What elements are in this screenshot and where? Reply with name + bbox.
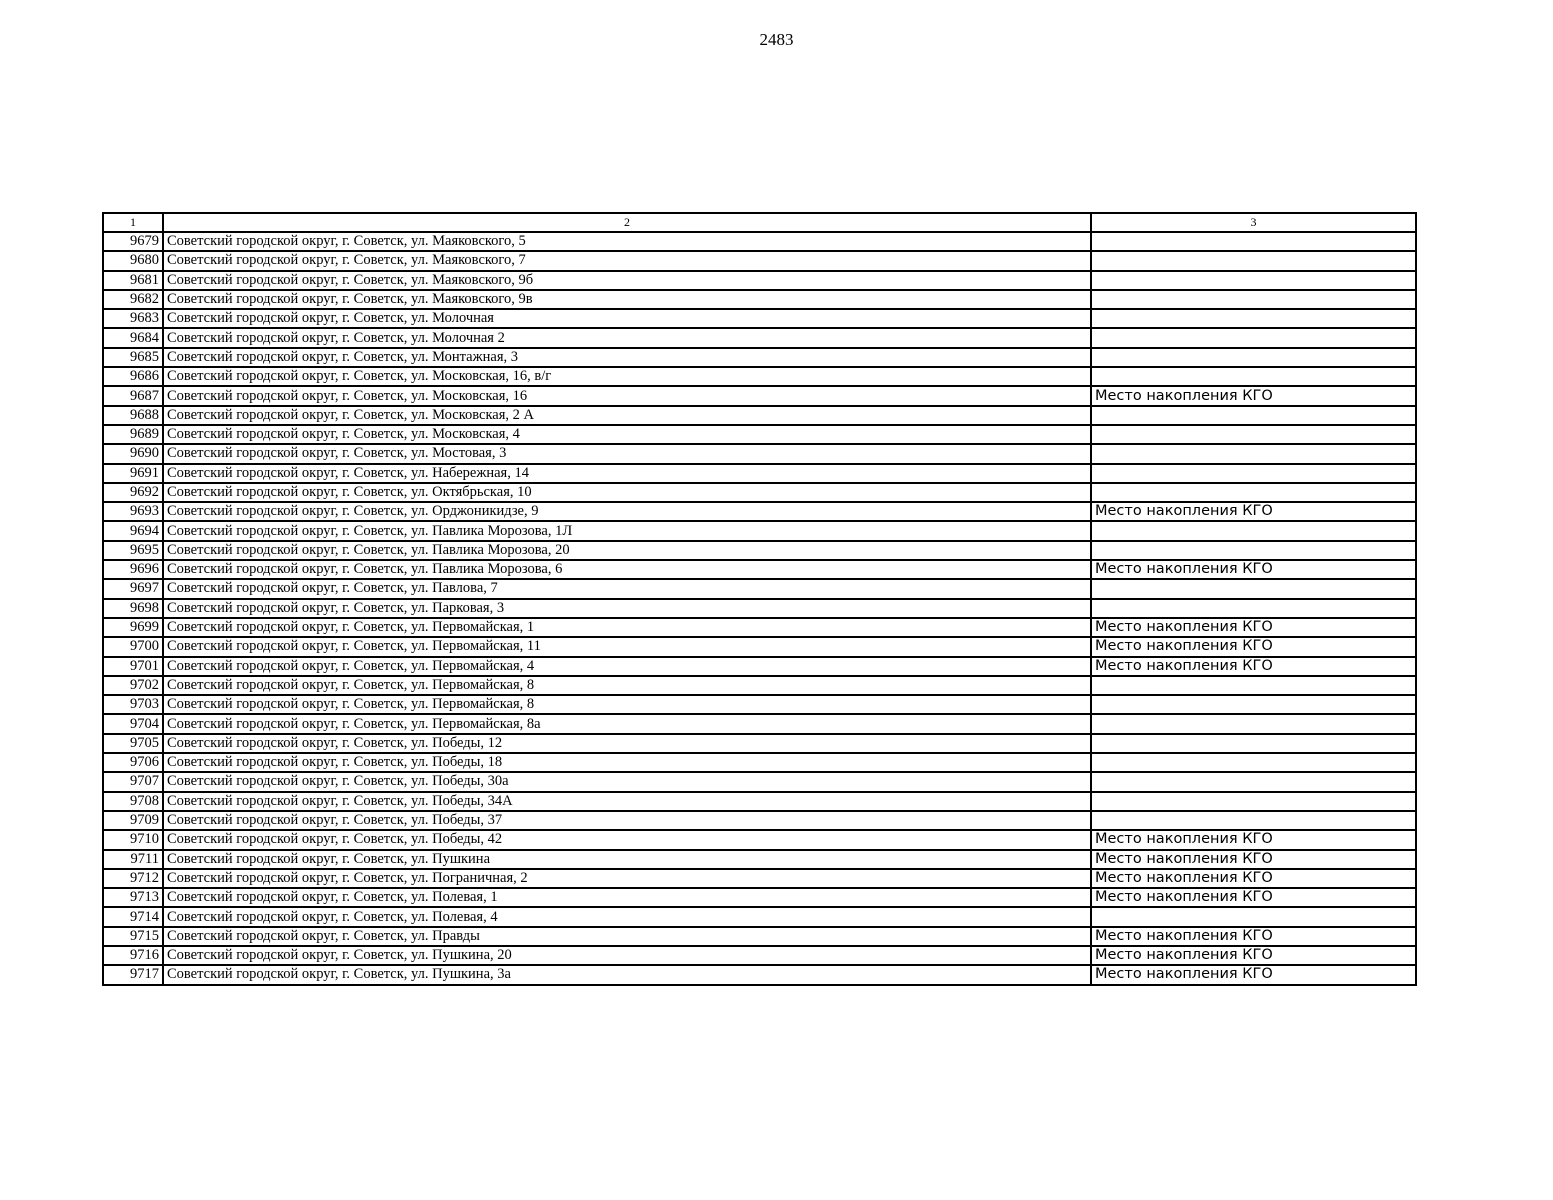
table-row	[103, 927, 1416, 946]
table-row	[103, 328, 1416, 347]
note-cell	[1091, 599, 1416, 618]
header-cell-address: 2	[163, 213, 1091, 232]
address-cell: Советский городской округ, г. Советск, ул. Пушкина, 20	[163, 946, 1091, 965]
row-number-cell: 9714	[103, 907, 163, 926]
address-cell: Советский городской округ, г. Советск, ул. Московская, 4	[163, 425, 1091, 444]
note-cell	[1091, 521, 1416, 540]
note-cell	[1091, 290, 1416, 309]
note-cell	[1091, 483, 1416, 502]
table-row	[103, 695, 1416, 714]
address-cell: Советский городской округ, г. Советск, ул. Победы, 37	[163, 811, 1091, 830]
row-number-cell: 9683	[103, 309, 163, 328]
address-cell: Советский городской округ, г. Советск, ул. Орджоникидзе, 9	[163, 502, 1091, 521]
table-row	[103, 946, 1416, 965]
address-cell: Советский городской округ, г. Советск, ул. Молочная	[163, 309, 1091, 328]
table-row	[103, 850, 1416, 869]
row-number-cell: 9689	[103, 425, 163, 444]
address-cell: Советский городской округ, г. Советск, ул. Правды	[163, 927, 1091, 946]
table-row	[103, 464, 1416, 483]
table-row	[103, 483, 1416, 502]
note-cell	[1091, 232, 1416, 251]
address-cell: Советский городской округ, г. Советск, ул. Пушкина	[163, 850, 1091, 869]
note-cell: Место накопления КГО	[1091, 850, 1416, 869]
row-number-cell: 9682	[103, 290, 163, 309]
address-cell: Советский городской округ, г. Советск, ул. Полевая, 1	[163, 888, 1091, 907]
address-cell: Советский городской округ, г. Советск, ул. Набережная, 14	[163, 464, 1091, 483]
row-number-cell: 9679	[103, 232, 163, 251]
row-number-cell: 9696	[103, 560, 163, 579]
note-cell	[1091, 541, 1416, 560]
row-number-cell: 9690	[103, 444, 163, 463]
row-number-cell: 9693	[103, 502, 163, 521]
address-cell: Советский городской округ, г. Советск, ул. Первомайская, 1	[163, 618, 1091, 637]
table-row	[103, 637, 1416, 656]
note-cell	[1091, 309, 1416, 328]
address-cell: Советский городской округ, г. Советск, ул. Павлова, 7	[163, 579, 1091, 598]
note-cell: Место накопления КГО	[1091, 888, 1416, 907]
note-cell	[1091, 328, 1416, 347]
note-cell	[1091, 734, 1416, 753]
row-number-cell: 9697	[103, 579, 163, 598]
note-cell: Место накопления КГО	[1091, 927, 1416, 946]
address-cell: Советский городской округ, г. Советск, ул. Первомайская, 8	[163, 676, 1091, 695]
table-row	[103, 772, 1416, 791]
row-number-cell: 9705	[103, 734, 163, 753]
row-number-cell: 9712	[103, 869, 163, 888]
address-cell: Советский городской округ, г. Советск, ул. Маяковского, 7	[163, 251, 1091, 270]
address-cell: Советский городской округ, г. Советск, ул. Первомайская, 8а	[163, 714, 1091, 733]
page-number: 2483	[759, 30, 794, 49]
row-number-cell: 9687	[103, 386, 163, 405]
table-row	[103, 271, 1416, 290]
note-cell	[1091, 348, 1416, 367]
table-row	[103, 714, 1416, 733]
table-row	[103, 734, 1416, 753]
registry-table-body	[103, 213, 1416, 985]
row-number-cell: 9695	[103, 541, 163, 560]
table-row	[103, 618, 1416, 637]
note-cell	[1091, 811, 1416, 830]
note-cell	[1091, 251, 1416, 270]
address-cell: Советский городской округ, г. Советск, ул. Московская, 16	[163, 386, 1091, 405]
row-number-cell: 9699	[103, 618, 163, 637]
table-row	[103, 888, 1416, 907]
table-row	[103, 599, 1416, 618]
row-number-cell: 9688	[103, 406, 163, 425]
table-row	[103, 367, 1416, 386]
row-number-cell: 9686	[103, 367, 163, 386]
registry-table	[102, 212, 1417, 986]
row-number-cell: 9709	[103, 811, 163, 830]
note-cell: Место накопления КГО	[1091, 946, 1416, 965]
address-cell: Советский городской округ, г. Советск, ул. Первомайская, 4	[163, 657, 1091, 676]
row-number-cell: 9685	[103, 348, 163, 367]
note-cell: Место накопления КГО	[1091, 657, 1416, 676]
note-cell	[1091, 714, 1416, 733]
row-number-cell: 9684	[103, 328, 163, 347]
note-cell	[1091, 676, 1416, 695]
row-number-cell: 9706	[103, 753, 163, 772]
table-row	[103, 521, 1416, 540]
address-cell: Советский городской округ, г. Советск, ул. Московская, 16, в/г	[163, 367, 1091, 386]
address-cell: Советский городской округ, г. Советск, ул. Молочная 2	[163, 328, 1091, 347]
table-row	[103, 502, 1416, 521]
note-cell	[1091, 695, 1416, 714]
table-row	[103, 406, 1416, 425]
note-cell	[1091, 579, 1416, 598]
table-row	[103, 657, 1416, 676]
address-cell: Советский городской округ, г. Советск, ул. Пограничная, 2	[163, 869, 1091, 888]
address-cell: Советский городской округ, г. Советск, ул. Монтажная, 3	[163, 348, 1091, 367]
note-cell: Место накопления КГО	[1091, 869, 1416, 888]
table-row	[103, 753, 1416, 772]
address-cell: Советский городской округ, г. Советск, ул. Октябрьская, 10	[163, 483, 1091, 502]
note-cell: Место накопления КГО	[1091, 965, 1416, 984]
table-row	[103, 965, 1416, 984]
note-cell	[1091, 792, 1416, 811]
table-row	[103, 830, 1416, 849]
table-row	[103, 579, 1416, 598]
row-number-cell: 9707	[103, 772, 163, 791]
table-row	[103, 290, 1416, 309]
note-cell	[1091, 753, 1416, 772]
note-cell: Место накопления КГО	[1091, 830, 1416, 849]
table-row	[103, 541, 1416, 560]
table-row	[103, 811, 1416, 830]
row-number-cell: 9691	[103, 464, 163, 483]
row-number-cell: 9715	[103, 927, 163, 946]
row-number-cell: 9716	[103, 946, 163, 965]
address-cell: Советский городской округ, г. Советск, ул. Полевая, 4	[163, 907, 1091, 926]
row-number-cell: 9681	[103, 271, 163, 290]
row-number-cell: 9702	[103, 676, 163, 695]
address-cell: Советский городской округ, г. Советск, ул. Павлика Морозова, 1Л	[163, 521, 1091, 540]
note-cell: Место накопления КГО	[1091, 618, 1416, 637]
table-row	[103, 869, 1416, 888]
row-number-cell: 9703	[103, 695, 163, 714]
row-number-cell: 9692	[103, 483, 163, 502]
row-number-cell: 9680	[103, 251, 163, 270]
note-cell	[1091, 271, 1416, 290]
row-number-cell: 9708	[103, 792, 163, 811]
table-row	[103, 560, 1416, 579]
table-row	[103, 386, 1416, 405]
row-number-cell: 9701	[103, 657, 163, 676]
note-cell: Место накопления КГО	[1091, 502, 1416, 521]
row-number-cell: 9704	[103, 714, 163, 733]
note-cell	[1091, 367, 1416, 386]
address-cell: Советский городской округ, г. Советск, ул. Победы, 12	[163, 734, 1091, 753]
table-row	[103, 444, 1416, 463]
address-cell: Советский городской округ, г. Советск, ул. Московская, 2 А	[163, 406, 1091, 425]
note-cell: Место накопления КГО	[1091, 637, 1416, 656]
address-cell: Советский городской округ, г. Советск, ул. Парковая, 3	[163, 599, 1091, 618]
note-cell: Место накопления КГО	[1091, 386, 1416, 405]
address-cell: Советский городской округ, г. Советск, ул. Первомайская, 11	[163, 637, 1091, 656]
address-cell: Советский городской округ, г. Советск, ул. Маяковского, 9б	[163, 271, 1091, 290]
note-cell	[1091, 406, 1416, 425]
table-row	[103, 251, 1416, 270]
address-cell: Советский городской округ, г. Советск, ул. Павлика Морозова, 20	[163, 541, 1091, 560]
address-cell: Советский городской округ, г. Советск, ул. Павлика Морозова, 6	[163, 560, 1091, 579]
address-cell: Советский городской округ, г. Советск, ул. Первомайская, 8	[163, 695, 1091, 714]
row-number-cell: 9698	[103, 599, 163, 618]
address-cell: Советский городской округ, г. Советск, ул. Пушкина, 3а	[163, 965, 1091, 984]
table-header-row	[103, 213, 1416, 232]
address-cell: Советский городской округ, г. Советск, ул. Победы, 42	[163, 830, 1091, 849]
table-row	[103, 676, 1416, 695]
note-cell	[1091, 464, 1416, 483]
address-cell: Советский городской округ, г. Советск, ул. Маяковского, 5	[163, 232, 1091, 251]
row-number-cell: 9713	[103, 888, 163, 907]
address-cell: Советский городской округ, г. Советск, ул. Победы, 18	[163, 753, 1091, 772]
table-row	[103, 425, 1416, 444]
address-cell: Советский городской округ, г. Советск, ул. Победы, 30а	[163, 772, 1091, 791]
address-cell: Советский городской округ, г. Советск, ул. Победы, 34А	[163, 792, 1091, 811]
row-number-cell: 9717	[103, 965, 163, 984]
address-cell: Советский городской округ, г. Советск, ул. Маяковского, 9в	[163, 290, 1091, 309]
header-cell-note: 3	[1091, 213, 1416, 232]
row-number-cell: 9700	[103, 637, 163, 656]
registry-table-container	[102, 212, 1417, 986]
table-row	[103, 792, 1416, 811]
note-cell	[1091, 772, 1416, 791]
row-number-cell: 9710	[103, 830, 163, 849]
note-cell	[1091, 907, 1416, 926]
row-number-cell: 9694	[103, 521, 163, 540]
header-cell-number: 1	[103, 213, 163, 232]
row-number-cell: 9711	[103, 850, 163, 869]
table-row	[103, 309, 1416, 328]
note-cell	[1091, 444, 1416, 463]
address-cell: Советский городской округ, г. Советск, ул. Мостовая, 3	[163, 444, 1091, 463]
table-row	[103, 348, 1416, 367]
table-row	[103, 232, 1416, 251]
note-cell	[1091, 425, 1416, 444]
note-cell: Место накопления КГО	[1091, 560, 1416, 579]
table-row	[103, 907, 1416, 926]
